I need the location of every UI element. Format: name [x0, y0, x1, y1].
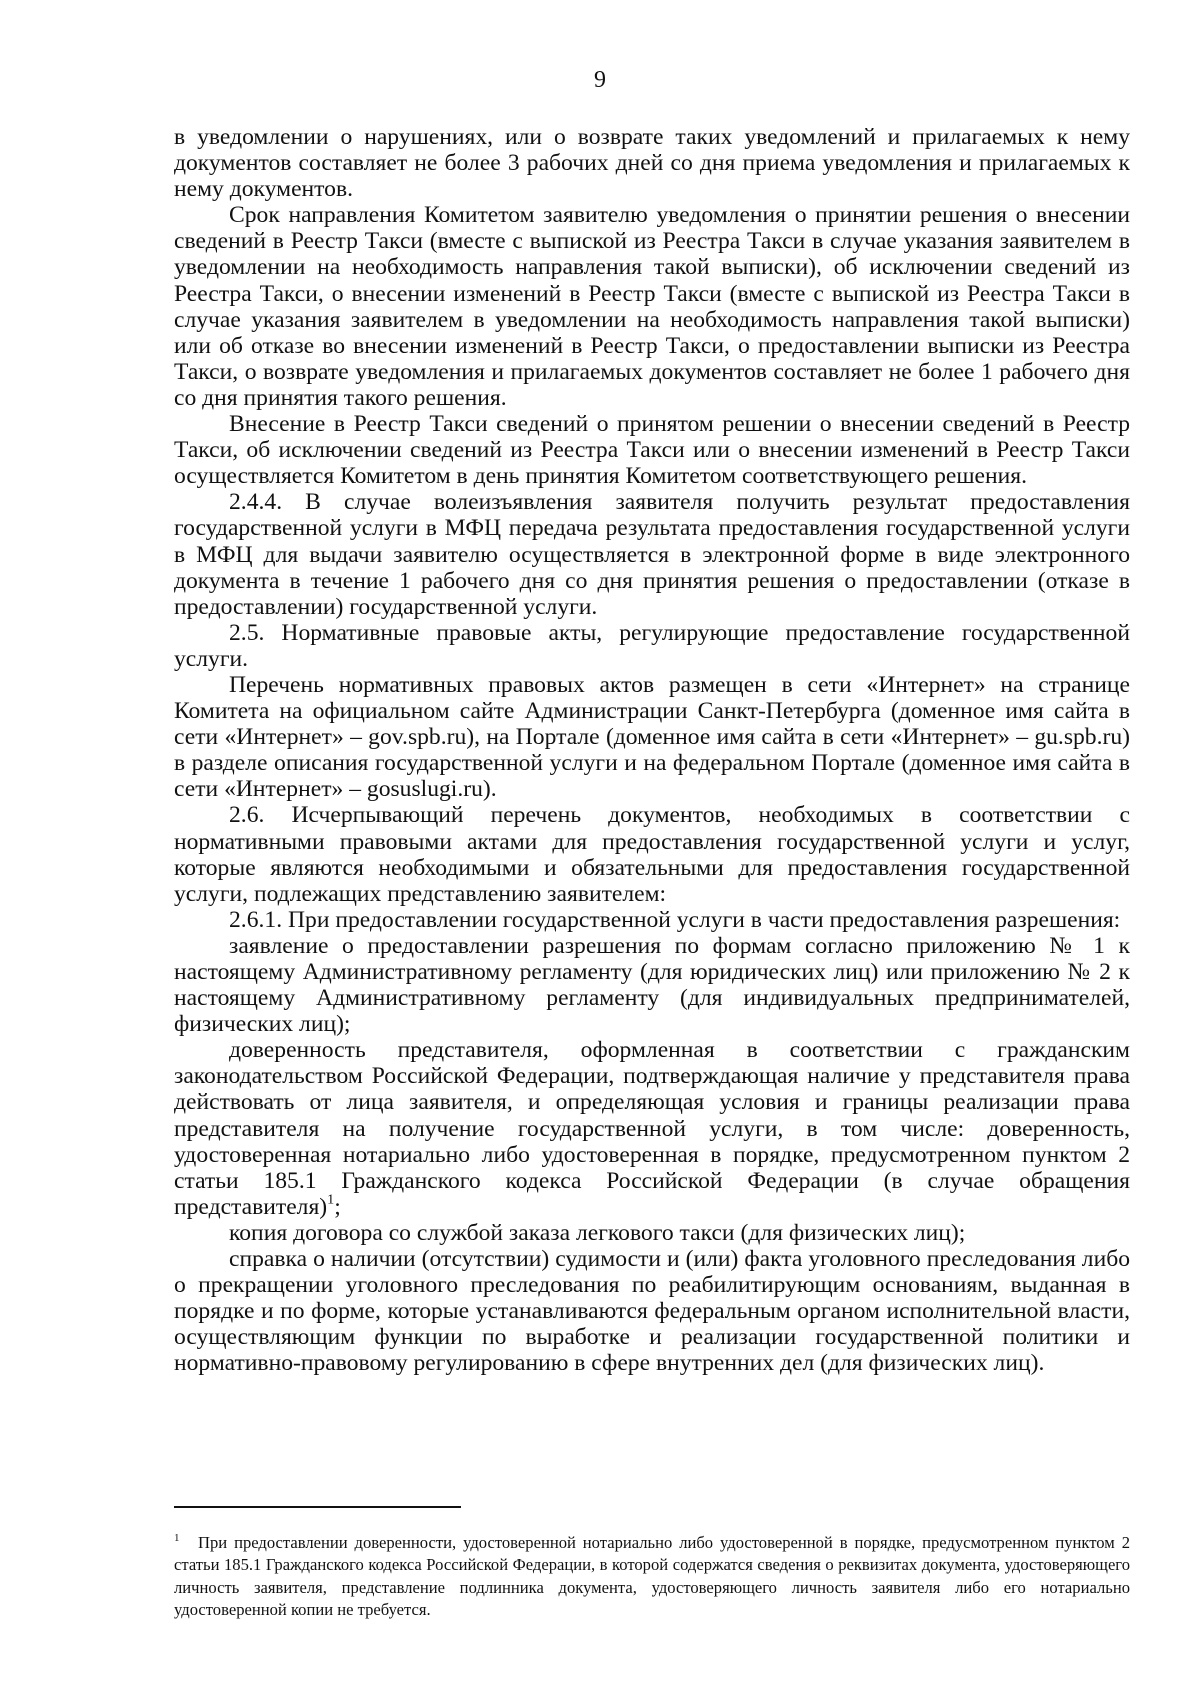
paragraph-2-5: 2.5. Нормативные правовые акты, регулирующие предоставление государственной услуги.	[174, 619, 1130, 672]
paragraph-continuation: в уведомлении о нарушениях, или о возврате таких уведомлений и прилагаемых к нему документов составляет не более 3 рабочих дней со дня приема уведомления и прилагаемых к нему документов.	[174, 124, 1130, 203]
footnote	[174, 1532, 1130, 1622]
paragraph-2-4-4: 2.4.4. В случае волеизъявления заявителя получить результат предоставления государственной услуги в МФЦ передача результата предоставления государственной услуги в МФЦ для выдачи заявителю осуществляется в электронной форме в виде электронного документа в течение 1 рабочего дня со дня принятия решения о предоставлении (отказе в предоставлении) государственной услуги.	[174, 489, 1130, 620]
footnote-text: При предоставлении доверенности, удостоверенной нотариально либо удостоверенной в порядке, предусмотренном пунктом 2 статьи 185.1 Гражданского кодекса Российской Федерации, в которой содержатся сведения о реквизитах документа, удостоверяющего личность заявителя, представление подлинника документа, удостоверяющего личность заявителя либо его нотариально удостоверенной копии не требуется.	[174, 1533, 1130, 1620]
paragraph-registry-entry: Внесение в Реестр Такси сведений о принятом решении о внесении сведений в Реестр Такси, об исключении сведений из Реестра Такси или о внесении изменений в Реестр Такси осуществляется Комитетом в день принятия Комитетом соответствующего решения.	[174, 411, 1130, 490]
paragraph-contract-copy: копия договора со службой заказа легкового такси (для физических лиц);	[229, 1219, 966, 1246]
paragraph-proxy	[174, 1037, 1130, 1220]
footnote-reference[interactable]: 1	[327, 1191, 335, 1208]
footnote-paragraph: 1 При предоставлении доверенности, удостоверенной нотариально либо удостоверенной в порядке, предусмотренном пунктом 2 статьи 185.1 Гражданского кодекса Российской Федерации, в которой содержатся сведения о реквизитах документа, удостоверяющего личность заявителя, представление подлинника документа, удостоверяющего личность заявителя либо его нотариально удостоверенной копии не требуется.	[174, 1532, 1130, 1620]
page-number: 9	[594, 67, 606, 93]
paragraph-2-6: 2.6. Исчерпывающий перечень документов, необходимых в соответствии с нормативными правовыми актами для предоставления государственной услуги и услуг, которые являются необходимыми и обязательными для предоставления государственной услуги, подлежащих представлению заявителем:	[174, 802, 1130, 907]
paragraph-application-form: заявление о предоставлении разрешения по формам согласно приложению № 1 к настоящему Административному регламенту (для юридических лиц) или приложению № 2 к настоящему Административному регламенту (для индивидуальных предпринимателей, физических лиц);	[174, 932, 1130, 1038]
paragraph-2-6-1: 2.6.1. При предоставлении государственной услуги в части предоставления разрешения:	[229, 906, 1121, 933]
paragraph-acts-list: Перечень нормативных правовых актов размещен в сети «Интернет» на странице Комитета на официальном сайте Администрации Санкт-Петербурга (доменное имя сайта в сети «Интернет» – gov.spb.ru), на Портале (доменное имя сайта в сети «Интернет» – gu.spb.ru) в разделе описания государственной услуги и на федеральном Портале (доменное имя сайта в сети «Интернет» – gosuslugi.ru).	[174, 671, 1130, 803]
paragraph-notification-term: Срок направления Комитетом заявителю уведомления о принятии решения о внесении сведений в Реестр Такси (вместе с выпиской из Реестра Такси в случае указания заявителем в уведомлении на необходимость направления такой выписки), об исключении сведений из Реестра Такси, о внесении изменений в Реестр Такси (вместе с выпиской из Реестра Такси в случае указания заявителем в уведомлении на необходимость направления такой выписки) или об отказе во внесении изменений в Реестр Такси, о предоставлении выписки из Реестра Такси, о возврате уведомления и прилагаемых документов составляет не более 1 рабочего дня со дня принятия такого решения.	[174, 202, 1130, 411]
document-body	[174, 124, 1130, 1377]
paragraph-criminal-record: справка о наличии (отсутствии) судимости и (или) факта уголовного преследования либо о прекращении уголовного преследования по реабилитирующим основаниям, выданная в порядке и по форме, которые устанавливаются федеральным органом исполнительной власти, осуществляющим функции по выработке и реализации государственной политики и нормативно-правовому регулированию в сфере внутренних дел (для физических лиц).	[174, 1246, 1130, 1377]
proxy-text: доверенность представителя, оформленная в соответствии с гражданским законодательством Российской Федерации, подтверждающая наличие у представителя права действовать от лица заявителя, и определяющая условия и границы реализации права представителя на получение государственной услуги, в том числе: доверенность, удостоверенная нотариально либо удостоверенная в порядке, предусмотренном пунктом 2 статьи 185.1 Гражданского кодекса Российской Федерации (в случае обращения представителя)	[174, 1037, 1130, 1220]
footnote-divider	[174, 1506, 461, 1508]
proxy-end: ;	[334, 1193, 341, 1220]
